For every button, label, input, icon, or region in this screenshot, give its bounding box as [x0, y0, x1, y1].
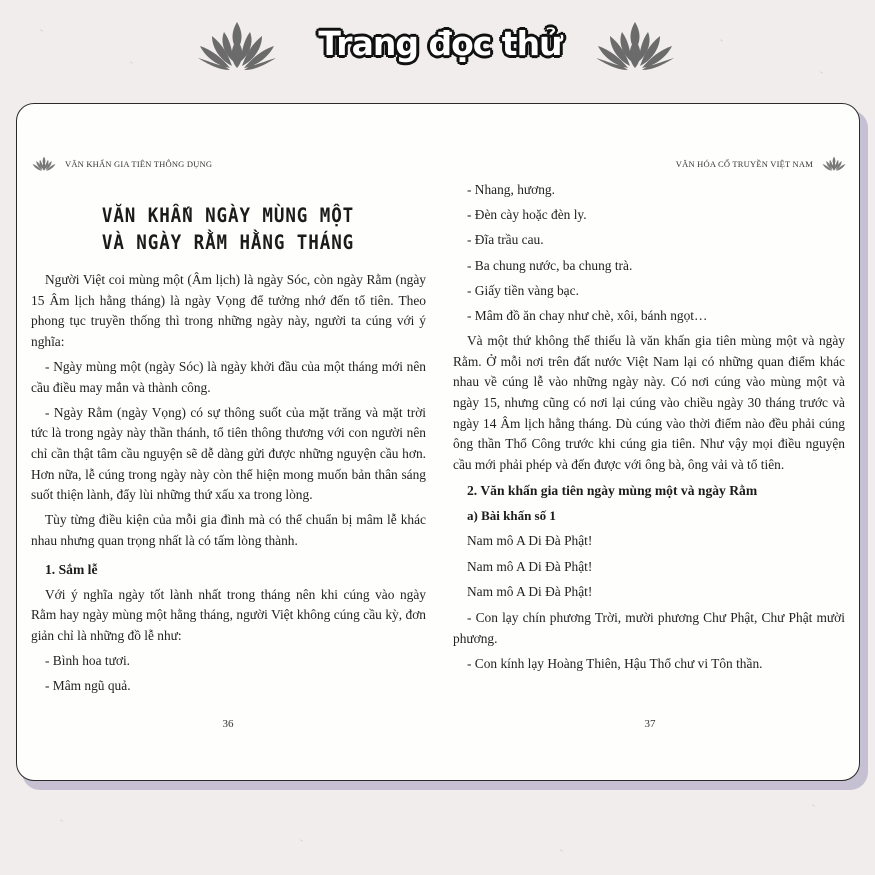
chapter-title-line: VÀ NGÀY RẰM HẰNG THÁNG — [101, 231, 355, 254]
section-heading: 2. Văn khấn gia tiên ngày mùng một và ngày Rằm — [467, 483, 758, 499]
left-page — [17, 104, 439, 780]
right-page — [439, 104, 860, 780]
lotus-icon — [594, 20, 676, 72]
paragraph: - Ngày mùng một (ngày Sóc) là ngày khởi đầu của một tháng mới nên cầu điều may mắn và thành công. — [31, 358, 426, 395]
paragraph: Tùy từng điều kiện của mỗi gia đình mà có thể chuẩn bị mâm lễ khác nhau nhưng quan trọng nhất là có tấm lòng thành. — [31, 512, 426, 548]
verse: - Con kính lạy Hoàng Thiên, Hậu Thổ chư vi Tôn thần. — [467, 655, 763, 671]
list-item: - Đĩa trầu cau. — [467, 232, 544, 248]
prayer-line: Nam mô A Di Đà Phật! — [467, 584, 593, 600]
paragraph: Người Việt coi mùng một (Âm lịch) là ngày Sóc, còn ngày Rằm (ngày 15 Âm lịch hằng tháng) là ngày Vọng để tưởng nhớ đến tổ tiên. Theo phong tục truyền thống thì trong những ngày này, người ta cúng với ý nghĩa: — [31, 272, 426, 349]
prayer-line: Nam mô A Di Đà Phật! — [467, 533, 593, 549]
list-item: - Nhang, hương. — [467, 182, 555, 197]
paper-texture — [560, 849, 563, 852]
verse: - Con lạy chín phương Trời, mười phương Chư Phật, Chư Phật mười phương. — [453, 610, 845, 646]
page-number: 36 — [222, 718, 234, 730]
page-number: 37 — [644, 718, 656, 730]
paragraph: Với ý nghĩa ngày tốt lành nhất trong tháng nên khi cúng vào ngày Rằm hay ngày mùng một hằng tháng, người Việt không cúng cầu kỳ, đơn giản chỉ là những đồ lễ như: — [31, 586, 426, 643]
list-item: - Bình hoa tươi. — [45, 652, 131, 668]
book-spread — [16, 103, 860, 781]
list-item: - Mâm đồ ăn chay như chè, xôi, bánh ngọt… — [467, 307, 708, 323]
chapter-title — [38, 202, 418, 256]
running-head-left — [31, 156, 212, 172]
paragraph: - Ngày Rằm (ngày Vọng) có sự thông suốt của mặt trăng và mặt trời tức là trong ngày này thần thánh, tổ tiên thông thương với con người nên chỉ cần thật tâm cầu nguyện sẽ dễ dàng gửi được những nguyện cầu hơn. Hơn nữa, lễ cúng trong ngày này còn thể hiện mong muốn bản thân sáng suốt thiện lành, đẩy lùi những thứ xấu xa trong lòng. — [31, 404, 426, 503]
preview-banner — [0, 18, 875, 76]
right-page-body — [453, 180, 845, 679]
paper-texture — [812, 804, 815, 807]
paper-texture — [300, 839, 303, 842]
lotus-icon — [196, 20, 278, 72]
paragraph: Và một thứ không thể thiếu là văn khấn gia tiên mùng một và ngày Rằm. Ở mỗi nơi trên đất nước Việt Nam lại có những quan điểm khác nhau về cúng lễ vào những ngày này. Có nơi cúng vào mùng một và ngày 15, nhưng cũng có nơi lại cúng vào chiều ngày 30 tháng trước và ngày 14 Âm lịch hằng tháng. Dù cúng vào thời điểm nào đều phải cúng ông thần Thổ Công trước khi cúng gia tiên. Như vậy mọi điều nguyện cầu mới phải phép và đến được với ông bà, ông vải và tổ tiên. — [453, 333, 845, 472]
list-item: - Giấy tiền vàng bạc. — [467, 282, 579, 298]
running-head-text: VĂN KHẤN GIA TIÊN THÔNG DỤNG — [65, 159, 213, 169]
list-item: - Ba chung nước, ba chung trà. — [467, 257, 633, 273]
lotus-icon — [821, 156, 847, 172]
sub-heading: a) Bài khấn số 1 — [467, 508, 556, 524]
prayer-line: Nam mô A Di Đà Phật! — [467, 558, 593, 574]
section-heading: 1. Sắm lễ — [45, 561, 98, 577]
running-head-right — [676, 156, 847, 172]
paper-texture — [60, 819, 63, 822]
lotus-icon — [31, 156, 57, 172]
running-head-text: VĂN HÓA CỔ TRUYỀN VIỆT NAM — [675, 159, 813, 169]
banner-title: Trang đọc thử — [318, 24, 562, 63]
list-item: - Đèn cày hoặc đèn ly. — [467, 207, 587, 223]
left-page-body — [31, 270, 426, 701]
chapter-title-line: VĂN KHẤN NGÀY MÙNG MỘT — [101, 204, 355, 227]
list-item: - Mâm ngũ quả. — [45, 678, 131, 694]
